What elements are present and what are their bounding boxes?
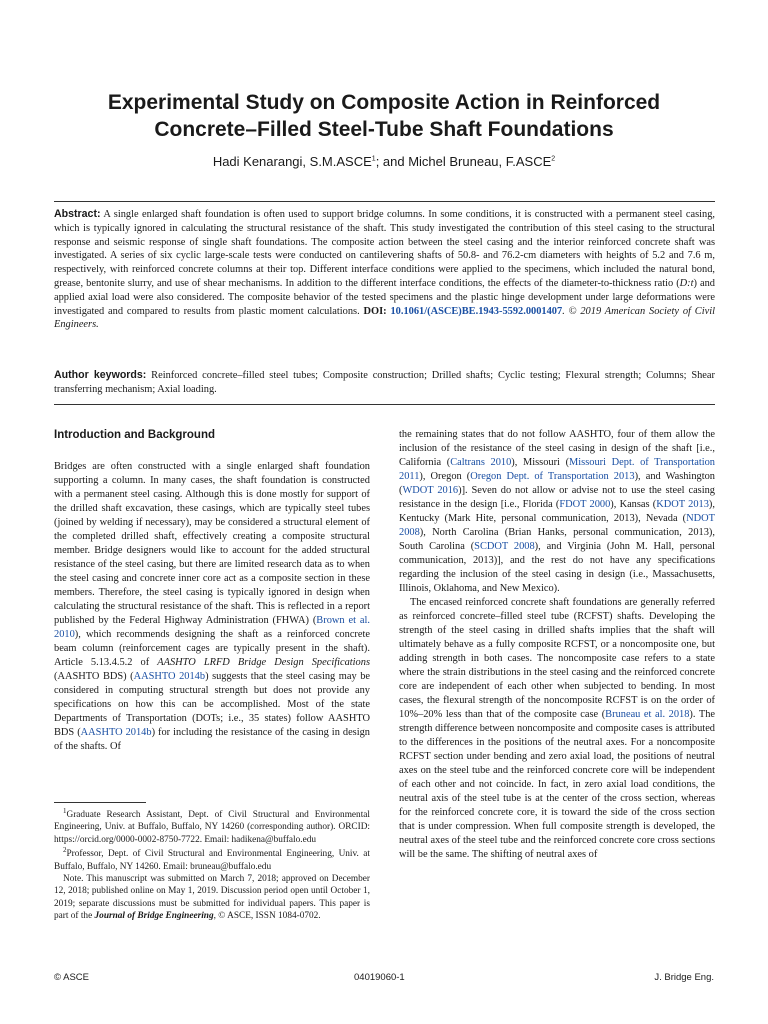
right-p1-text-h: ), North Carolina (Brian Hanks, personal communication, 2013), South Carolina ( (399, 527, 715, 552)
right-column (399, 428, 715, 862)
left-p1-text-c: (AASHTO BDS) ( (54, 671, 134, 682)
author-keywords (54, 368, 715, 397)
title-line-1: Experimental Study on Composite Action in Reinforced (107, 91, 661, 114)
footnote-rule (54, 802, 146, 803)
abstract (54, 208, 715, 332)
left-paragraph-1 (54, 460, 370, 754)
ref-link-aashto-2[interactable]: AASHTO 2014b (80, 727, 152, 738)
journal-name: Journal of Bridge Engineering (94, 911, 214, 922)
doi-link[interactable]: 10.1061/(ASCE)BE.1943-5592.0001407 (390, 305, 563, 317)
abstract-top-rule (54, 201, 715, 202)
ref-link-wdot[interactable]: WDOT 2016 (402, 485, 459, 496)
keywords-text: Reinforced concrete–filled steel tubes; Composite construction; Drilled shafts; Cyclic testing; Flexural strength; Columns; Shear transferring mechanism; Axial loading. (54, 370, 715, 395)
footnote-2-marker: 2 (63, 846, 67, 855)
right-p2-text-a: The encased reinforced concrete shaft foundations are generally referred as reinforced concrete–filled steel tube (RCFST) shafts. Developing the strength of the steel casing in drilled shafts implies that the shaft will ultimately behave as a fully composite RCFST, or a noncomposite one, but adding strength in both cases. The noncomposite case refers to a state where the strain distributions in the steel casing and the reinforced concrete core are independent of each other when subjected to bending. In most cases, the flexural strength of the noncomposite RCFST is on the order of 10%–20% less than that of the composite case ( (399, 597, 715, 720)
ref-link-caltrans[interactable]: Caltrans 2010 (450, 457, 512, 468)
right-p2-text-b: ). The strength difference between noncomposite and composite cases is attributed to the differences in the positions of the neutral axes. For a noncomposite RCFST section under bending and zero axial load, the positions of neutral axes on the steel tube and the reinforced concrete core will be independent of each other and not coincide. In fact, in zero axial load conditions, the neutral axis of the steel tube is at the center of the cross section, whereas for the reinforced concrete core, it is toward the side of the cross section that is under compression. When full composite strength is developed, the neutral axes of the steel tube and the reinforced concrete core cross sections will be the same. The shifting of neutral axes of (399, 709, 715, 860)
ref-link-bruneau[interactable]: Bruneau et al. 2018 (605, 709, 690, 720)
left-p1-text-d: ) suggests that the steel casing may be considered in computing structural strength but does not provide any specifications on how this can be accomplished. Most of the state Departments of Transportation (DOTs; i.e., 35 states) follow AASHTO BDS ( (54, 671, 371, 738)
title-line-2: Concrete–Filled Steel-Tube Shaft Foundations (154, 118, 614, 141)
footer-copyright: © ASCE (54, 972, 89, 983)
right-paragraph-2 (399, 596, 715, 862)
right-p1-text-b: ), Missouri ( (511, 457, 570, 468)
copyright: . © 2019 American Society of Civil Engineers. (54, 305, 715, 331)
author-2-affil: 2 (551, 155, 556, 163)
ref-link-kdot[interactable]: KDOT 2013 (656, 499, 709, 510)
ref-link-fdot[interactable]: FDOT 2000 (559, 499, 611, 510)
right-p1-text-g: ), Kentucky (Mark Hite, personal communication, 2013), Nevada ( (399, 499, 715, 524)
author-line (60, 154, 708, 170)
footnotes (54, 806, 370, 923)
left-p1-text-a: Bridges are often constructed with a single enlarged shaft foundation supporting a column. In many cases, the shaft foundation is constructed with a permanent steel casing. Although this is done mostly for support of the drilled shaft excavation, these casings, which are typically steel tubes (joined by welding if necessary), may be considered a structural element of the completed drilled shaft, effectively creating a composite structural member. Bridge designers would like to account for the added structural resistance of the steel casing, but there are limited research data as to when the steel casing and concrete inner core act as a composite section in these members. Therefore, the steel casing is typically ignored in design when calculating the structural resistance of the shaft. This is reflected in a report published by the Federal Highway Administration (FHWA) ( (54, 461, 370, 626)
keywords-label: Author keywords: (54, 369, 147, 381)
footnote-2-text: Professor, Dept. of Civil Structural and Environmental Engineering, Univ. at Buffalo, Buffalo, NY 14260. Email: bruneau@buffalo.edu (54, 849, 370, 872)
ref-link-oregon[interactable]: Oregon Dept. of Transportation 2013 (470, 471, 635, 482)
abstract-text-1: A single enlarged shaft foundation is often used to support bridge columns. In some conditions, it is constructed with a permanent steel casing, which is typically ignored in calculating the structural resistance of the shaft. This study investigated the contribution of this steel casing to the structural response and seismic response of single shaft foundations. The composite action between the steel casing and the interior reinforced concrete shaft was investigated. A series of six cyclic large-scale tests were conducted on cantilevering shafts of 50.8- and 76.2-cm diameters with heights of 5.2 and 7.6 m, respectively, with reinforced concrete columns at their top. Different interface conditions were applied to the specimens, which included the natural bond, grease, bentonite slurry, and use of shear mechanisms. In addition to the different interface conditions, the effects of the diameter-to-thickness ratio ( (54, 209, 715, 289)
doi-label: DOI: (363, 305, 387, 317)
spec-title: AASHTO LRFD Bridge Design Specifications (157, 657, 370, 668)
abstract-text-2: ) and applied axial load were also considered. The composite behavior of the tested specimens and the plastic hinge development under large deformations were investigated and compared to results from plastic moment calculations. (54, 277, 716, 317)
right-p1-text-f: ), Kansas ( (610, 499, 657, 510)
note-text-b: , © ASCE, ISSN 1084-0702. (213, 911, 321, 922)
submission-note (54, 873, 370, 923)
ref-link-missouri[interactable]: Missouri Dept. of Transportation 2011 (399, 457, 715, 482)
footnote-1-text: Graduate Research Assistant, Dept. of Civil Structural and Environmental Engineering, Univ. at Buffalo, Buffalo, NY 14260 (corresponding author). ORCID: https://orcid.org/0000-0002-8750-7722. Email: hadikena@buffalo.edu (54, 810, 370, 845)
left-p1-text-e: ) for including the resistance of the casing in design of the shafts. Of (54, 727, 370, 752)
footer-journal: J. Bridge Eng. (654, 972, 714, 983)
left-column (54, 460, 370, 754)
ref-link-ndot[interactable]: NDOT 2008 (399, 513, 715, 538)
right-p1-text-d: ), and Washington ( (399, 471, 715, 496)
keywords-bottom-rule (54, 404, 715, 405)
author-2: ; and Michel Bruneau, F.ASCE (375, 154, 552, 169)
abstract-label: Abstract: (54, 208, 101, 220)
right-p1-text-c: ), Oregon ( (419, 471, 471, 482)
right-p1-text-i: ), and Virginia (John M. Hall, personal communication, 2013)], and the rest do not have any specifications regarding the inclusion of the steel casing in design (i.e., Massachusetts, Illinois, Oklahoma, and New Mexico). (399, 541, 715, 594)
ref-link-scdot[interactable]: SCDOT 2008 (474, 541, 535, 552)
ref-link-brown[interactable]: Brown et al. 2010 (54, 615, 371, 640)
right-paragraph-1 (399, 428, 715, 596)
right-p1-text-a: the remaining states that do not follow AASHTO, four of them allow the inclusion of the resistance of the steel casing in design of the shaft [i.e., California ( (399, 429, 715, 468)
right-p1-text-e: )]. Seven do not allow or advise not to use the steel casing resistance in the design [i.e., Florida ( (399, 485, 715, 510)
ref-link-aashto-1[interactable]: AASHTO 2014b (133, 671, 206, 682)
footnote-1 (54, 806, 370, 846)
footnote-2 (54, 848, 370, 873)
author-1: Hadi Kenarangi, S.M.ASCE (212, 154, 372, 169)
section-heading: Introduction and Background (54, 429, 215, 441)
footnote-1-marker: 1 (63, 806, 67, 815)
paper-title (60, 89, 708, 143)
author-1-affil: 1 (371, 155, 376, 163)
left-p1-text-b: ), which recommends designing the shaft as a reinforced concrete beam column (reinforcement cages are typically present in the shaft). Article 5.13.4.5.2 of (54, 629, 370, 668)
abstract-ratio: D:t (679, 277, 694, 289)
note-text-a: Note. This manuscript was submitted on March 7, 2018; approved on December 12, 2018; published online on May 1, 2019. Discussion period open until October 1, 2019; separate discussions must be submitted for individual papers. This paper is part of the (54, 874, 370, 922)
footer-page-id: 04019060-1 (354, 972, 405, 983)
